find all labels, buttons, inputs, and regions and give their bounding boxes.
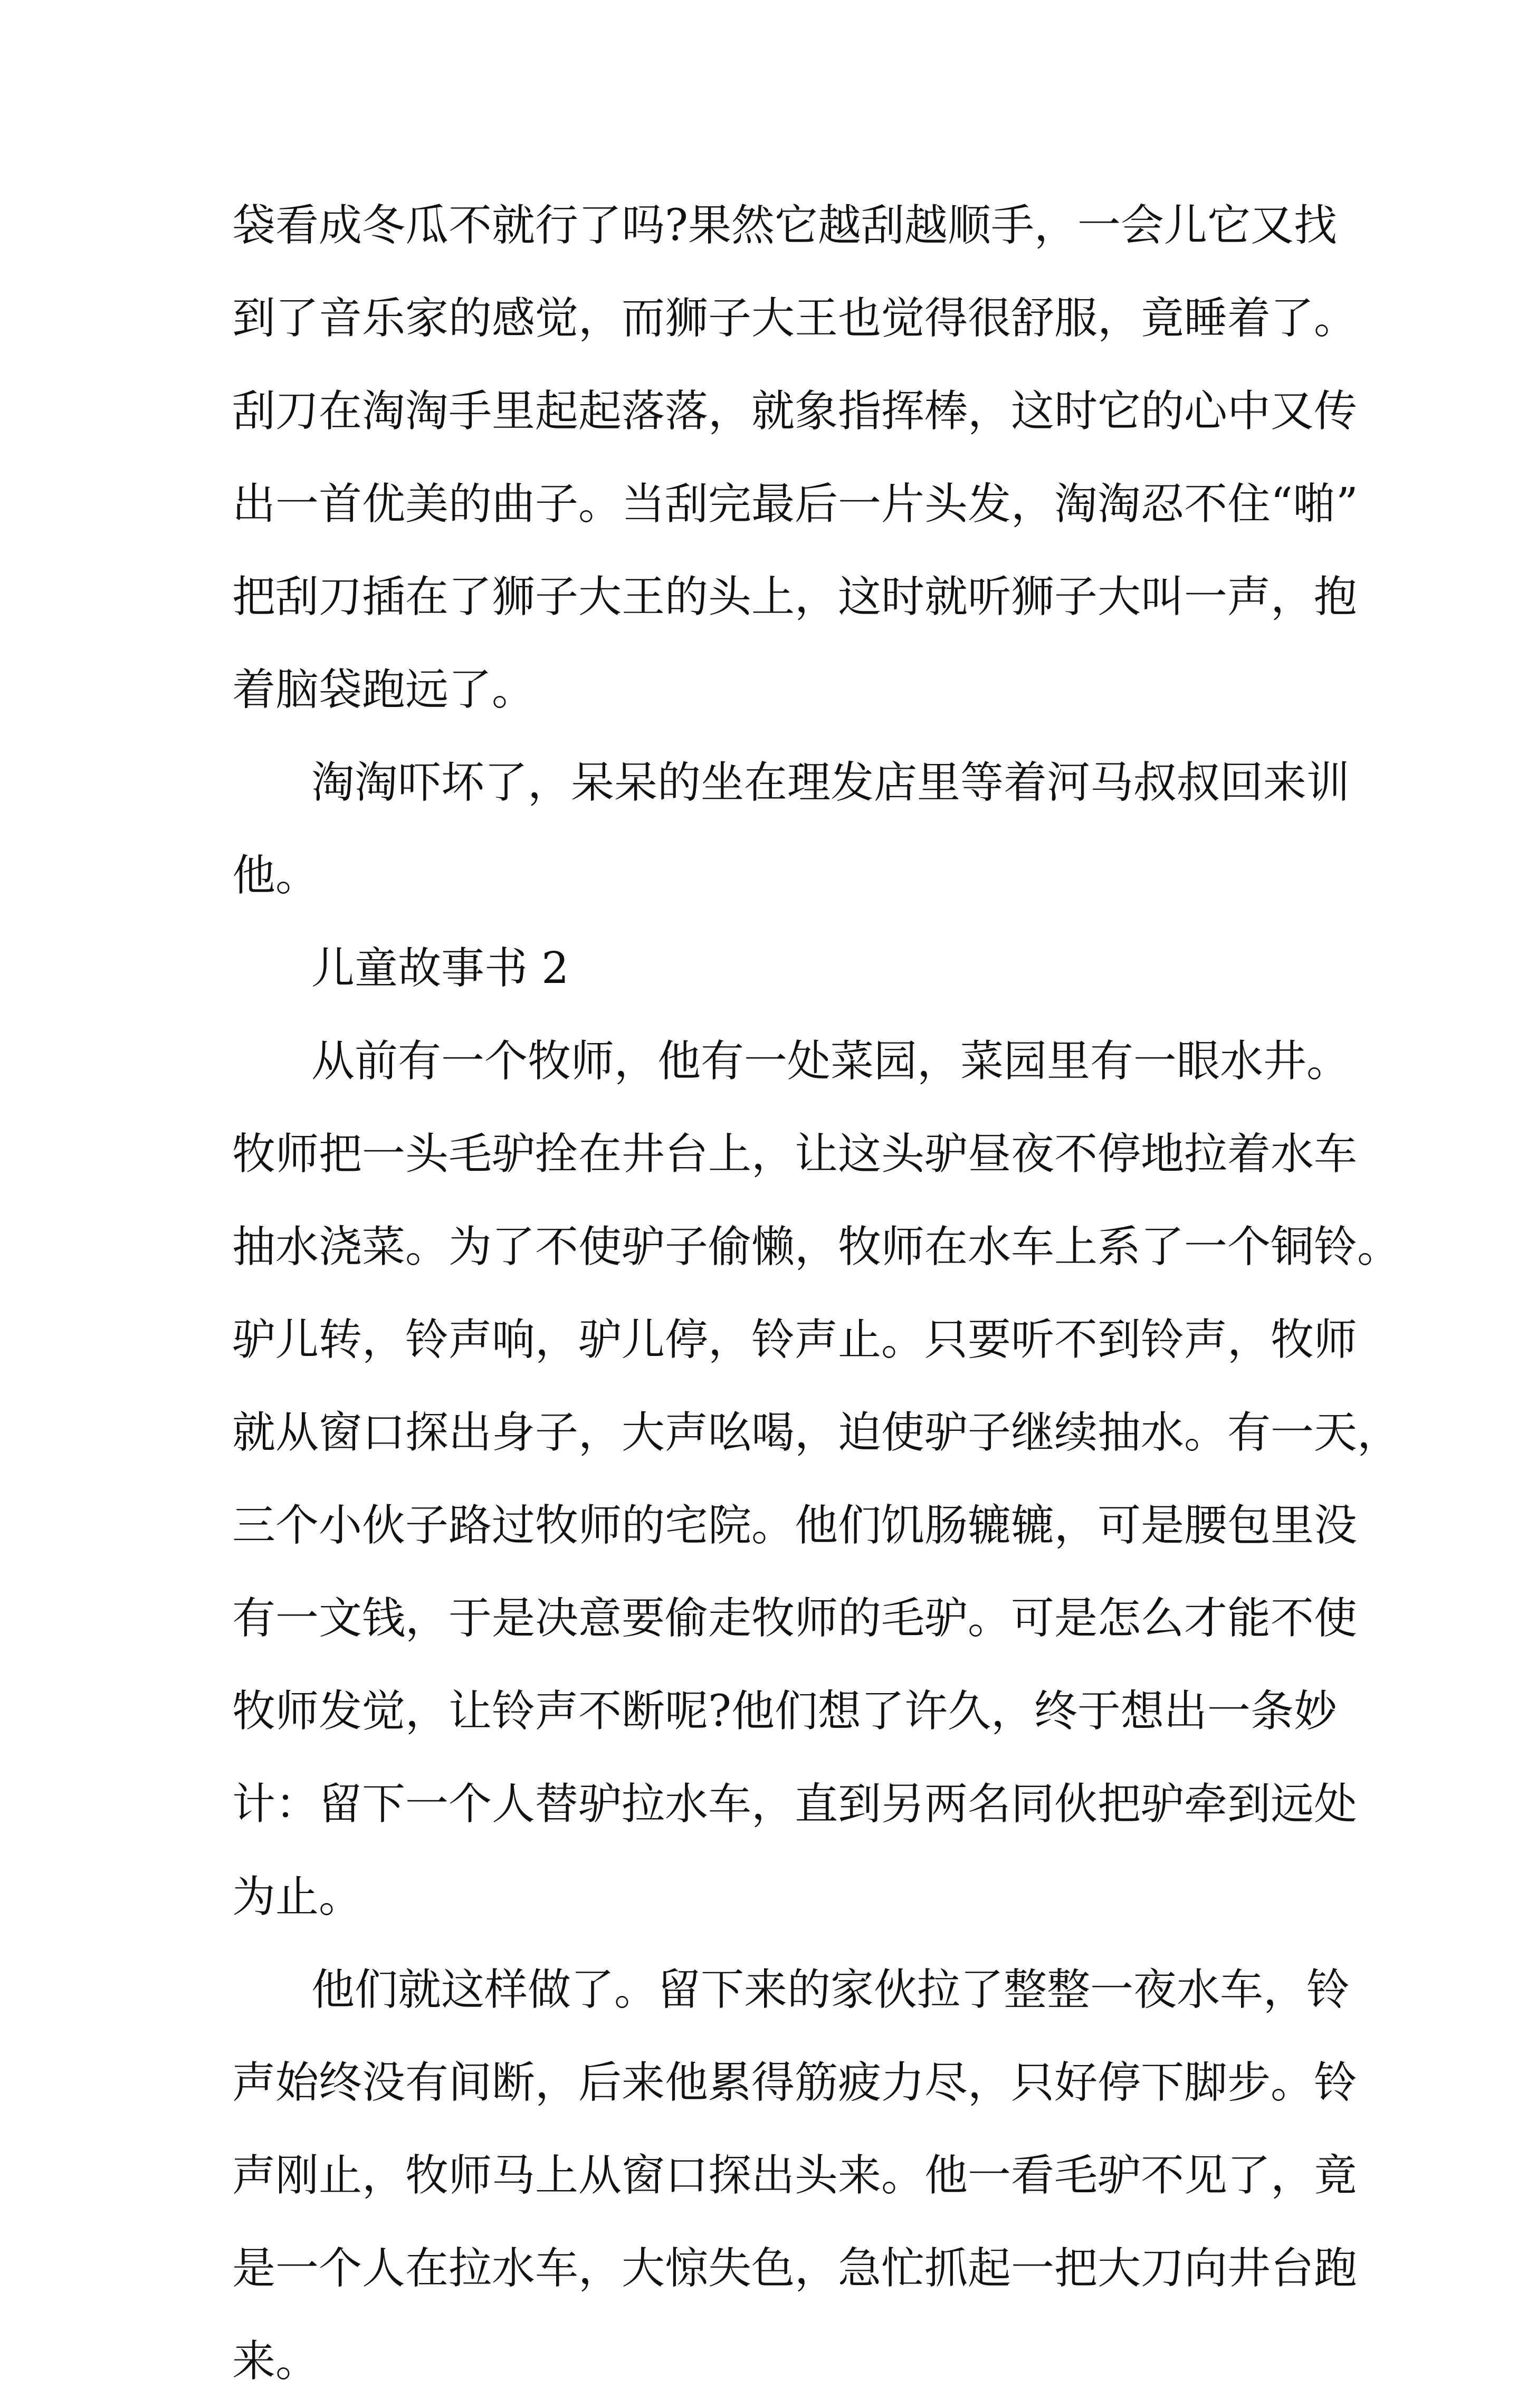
text-line: 到了音乐家的感觉，而狮子大王也觉得很舒服，竟睡着了。 (232, 293, 1358, 343)
body-text (232, 179, 1401, 2408)
text-line: 出一首优美的曲子。当刮完最后一片头发，淘淘忍不住“啪” (232, 479, 1358, 529)
text-line: 刮刀在淘淘手里起起落落，就象指挥棒，这时它的心中又传 (232, 386, 1358, 436)
text-line: 牧师把一头毛驴拴在井台上，让这头驴昼夜不停地拉着水车 (232, 1129, 1358, 1179)
text-line: 来。 (232, 2336, 319, 2386)
text-line: 他们就这样做了。留下来的家伙拉了整整一夜水车，铃 (311, 1965, 1350, 2015)
text-line: 声始终没有间断，后来他累得筋疲力尽，只好停下脚步。铃 (232, 2058, 1358, 2108)
text-line: 就从窗口探出身子，大声吆喝，迫使驴子继续抽水。有一天， (232, 1408, 1401, 1458)
text-line: 抽水浇菜。为了不使驴子偷懒，牧师在水车上系了一个铜铃。 (232, 1222, 1401, 1272)
text-line: 声刚止，牧师马上从窗口探出头来。他一看毛驴不见了，竟 (232, 2151, 1358, 2201)
section-heading: 儿童故事书 2 (311, 943, 569, 993)
text-line: 计：留下一个人替驴拉水车，直到另两名同伙把驴牵到远处 (232, 1779, 1358, 1829)
text-line: 把刮刀插在了狮子大王的头上，这时就听狮子大叫一声，抱 (232, 572, 1358, 622)
text-line: 着脑袋跑远了。 (232, 665, 536, 715)
text-line: 他。 (232, 851, 319, 901)
text-line: 是一个人在拉水车，大惊失色，急忙抓起一把大刀向井台跑 (232, 2243, 1358, 2294)
text-line: 淘淘吓坏了，呆呆的坐在理发店里等着河马叔叔回来训 (311, 758, 1350, 808)
text-line: 袋看成冬瓜不就行了吗?果然它越刮越顺手，一会儿它又找 (232, 200, 1337, 251)
text-line: 有一文钱，于是决意要偷走牧师的毛驴。可是怎么才能不使 (232, 1593, 1358, 1643)
text-line: 从前有一个牧师，他有一处菜园，菜园里有一眼水井。 (311, 1036, 1350, 1086)
text-line: 牧师发觉，让铃声不断呢?他们想了许久，终于想出一条妙 (232, 1686, 1337, 1736)
text-line: 驴儿转，铃声响，驴儿停，铃声止。只要听不到铃声，牧师 (232, 1315, 1358, 1365)
text-line: 三个小伙子路过牧师的宅院。他们饥肠辘辘，可是腰包里没 (232, 1501, 1358, 1551)
text-line: 为止。 (232, 1872, 362, 1922)
